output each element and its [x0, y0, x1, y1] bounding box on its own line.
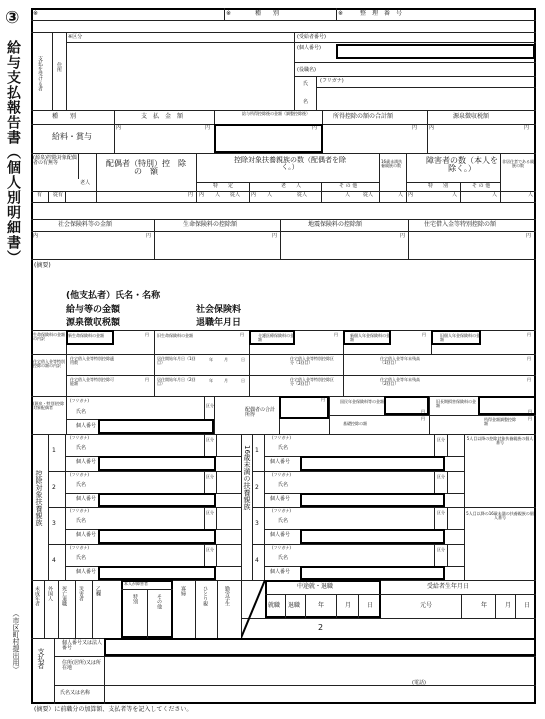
deps-note5b: 5人目以降の16歳未満の扶養親族の個人番号	[466, 511, 534, 520]
life-yen-4: 円	[422, 332, 426, 337]
dep-row-num: 2	[52, 483, 56, 491]
status-tokubetsu: 特別	[132, 594, 138, 604]
u16-no-field[interactable]	[300, 529, 445, 544]
dep-name: 氏名	[76, 445, 87, 451]
dep-kubun: 区分	[206, 546, 214, 552]
u16-personal-no: 個人番号	[270, 495, 291, 502]
life-yen-2: 円	[240, 332, 244, 337]
ins-yen-4: 円	[526, 233, 532, 239]
life-yen-3: 円	[334, 332, 338, 337]
after-field[interactable]	[214, 124, 323, 153]
spouse-label: (源泉・特別)控除対象配偶者	[33, 401, 65, 410]
u16-kubun: 区分	[437, 546, 445, 552]
dep-personal-no: 個人番号	[76, 495, 97, 502]
status-widow: 寡婦	[180, 586, 186, 596]
h-day-1: 日	[241, 357, 245, 362]
remarks-l2a: 給与等の金額	[66, 305, 121, 315]
u16-row-num: 4	[255, 556, 259, 564]
u16-kubun: 区分	[437, 437, 445, 442]
address-label: 住所	[56, 62, 62, 72]
h-month-2: 月	[224, 378, 228, 383]
h-day-2: 日	[241, 378, 245, 383]
dep-jin-6: 人	[492, 192, 498, 198]
dep-personal-no: 個人番号	[76, 532, 97, 538]
h-month-1: 月	[224, 357, 228, 362]
taishoku-label: 退職	[288, 602, 301, 609]
life-yen-5: 円	[527, 332, 531, 337]
col-deduct-total: 所得控除の額の合計額	[333, 113, 394, 120]
self-disabled: 本人が障害者	[124, 581, 148, 586]
spouse-deduct: 配偶者（特別）控 除 の 額	[106, 159, 194, 176]
housing-label: 住宅借入金等特別控除の額の内訳	[33, 359, 65, 368]
col-after: 給与所得控除後の金額（調整控除後）	[242, 111, 310, 116]
spouse-kubun: 区分	[206, 403, 214, 408]
u16-label: 16歳未満の扶養親族	[243, 445, 251, 510]
dep-jin-1: 人	[215, 192, 221, 198]
special-label: 特 別	[428, 183, 449, 189]
furigana-label: (フリガナ)	[320, 78, 344, 84]
col-type: 種 別	[52, 113, 77, 120]
spouse-nat-pension: 国民年金保険料等の金額	[340, 399, 384, 404]
dep-no-field[interactable]	[98, 529, 216, 544]
dep-uchi-3: 内	[408, 192, 414, 198]
ins-yen-3: 円	[400, 233, 406, 239]
remarks-label: (摘要)	[34, 262, 51, 269]
name-label-2: 名	[303, 99, 309, 105]
dep-no-field[interactable]	[98, 456, 216, 471]
housing-bal2: 住宅借入金等年末残高（2回目）	[380, 377, 420, 386]
ins-life: 生命保険料の控除額	[183, 221, 238, 228]
position-label: (役職名)	[297, 67, 316, 73]
circle-number: ③	[5, 8, 20, 28]
status-b_otsu: 乙欄	[95, 586, 101, 596]
payer-addr: 住所(居所)又は所在地	[62, 660, 101, 671]
nonres-label: 非居住者である親族の数	[502, 159, 534, 168]
elder-label: 老人	[80, 180, 91, 186]
h-year-1: 年	[209, 357, 213, 362]
u16-furigana: (フリガナ)	[272, 508, 291, 513]
under16-label: 16歳未満扶養親族の数	[381, 159, 403, 168]
status-death: 死亡退職	[61, 586, 67, 606]
ins-social: 社会保険料等の金額	[58, 221, 113, 228]
u16-no-field[interactable]	[300, 566, 445, 581]
u16-name: 氏名	[278, 481, 289, 488]
col-tax: 源泉徴収税額	[453, 113, 490, 120]
dep-kubun: 区分	[206, 473, 214, 479]
other2-label: そ の 他	[472, 183, 491, 189]
dep-personal-no: 個人番号	[76, 459, 97, 465]
unit-yen-1: 円	[205, 125, 211, 131]
dep-kubun: 区分	[206, 510, 214, 515]
housing-kubun1: 住宅借入金等特別控除区分（1回目）	[290, 356, 334, 365]
housing-possible: 住宅借入金等特別控除可能額	[70, 377, 114, 386]
u16-furigana: (フリガナ)	[272, 435, 291, 440]
ins-housing: 住宅借入金等特別控除の額	[424, 221, 497, 228]
dep-furigana: (フリガナ)	[70, 471, 89, 477]
dep-furigana: (フリガナ)	[70, 508, 89, 513]
dep-row-num: 4	[52, 556, 56, 564]
ins-uchi: 内	[33, 233, 39, 239]
u16-no-field[interactable]	[300, 456, 445, 471]
h-yen-2: 円	[145, 377, 149, 382]
spouse-furigana: (フリガナ)	[70, 398, 89, 403]
slash-mark	[241, 580, 265, 638]
other-label: そ の 他	[339, 183, 358, 189]
dep-jujin-1: 従人	[230, 192, 241, 198]
dep-jin-2: 人	[267, 192, 273, 198]
dep-jin-4: 人	[398, 192, 404, 198]
remarks-l3b: 退職年月日	[196, 318, 242, 328]
b-month-2: 月	[505, 602, 512, 609]
dep-furigana: (フリガナ)	[70, 544, 89, 550]
unit-uchi-1: 内	[116, 125, 122, 131]
u16-no-field[interactable]	[300, 493, 445, 508]
b-day-1: 日	[367, 602, 374, 609]
unit-uchi-2: 内	[429, 125, 435, 131]
specific-label: 特 定	[213, 183, 234, 189]
sp-yen-4: 円	[421, 416, 425, 421]
dep-jujin-3: 従人	[363, 192, 374, 198]
care-label: 介護医療保険料の金額	[258, 333, 294, 342]
spouse-adjust: 所得金額調整控除額	[484, 417, 516, 426]
dep-uchi: 内	[199, 192, 205, 198]
payer-name: 氏名又は名称	[60, 690, 91, 696]
u16-kubun: 区分	[437, 473, 445, 479]
remarks-l2b: 社会保険料	[196, 305, 242, 315]
name-label-1: 氏	[303, 81, 309, 87]
housing-bal1: 住宅借入金等年末残高（1回目）	[380, 356, 420, 365]
dep-no-field[interactable]	[98, 566, 216, 581]
deps-label: 控除対象扶養親族	[35, 470, 43, 526]
b-day-2: 日	[524, 602, 531, 609]
col-amount: 支 払 金 額	[141, 113, 184, 120]
vertical-title: 給与支払報告書（個人別明細書）	[5, 40, 21, 265]
chuto-label: 中途就・退職	[297, 583, 334, 590]
disabled-label: 障害者の数（本人を除く。）	[426, 156, 498, 173]
sp-yen-2: 円	[421, 409, 425, 414]
ins-yen-2: 円	[272, 233, 278, 239]
sp-yen-5: 円	[528, 416, 532, 421]
spouse-name: 氏名	[76, 409, 87, 415]
remarks-l3a: 源泉徴収税額	[66, 318, 121, 328]
sp-yen-1: 円	[321, 397, 325, 402]
status-student: 勤労学生	[224, 586, 230, 606]
dep-no-field[interactable]	[98, 493, 216, 508]
dep-jin-5: 人	[452, 192, 458, 198]
old-pension-label: 旧個人年金保険料の金額	[440, 333, 480, 342]
dep-name: 氏名	[76, 518, 87, 524]
dep-yen: 円	[188, 192, 194, 198]
type-label: 種 別	[255, 10, 280, 17]
personal-no-label: (個人番号)	[297, 45, 321, 51]
u16-furigana: (フリガナ)	[272, 471, 291, 477]
h-yen-3: 円	[527, 377, 531, 382]
shushoku-label: 就職	[268, 602, 281, 609]
mark-2: ※	[226, 10, 232, 17]
payer-tel: (電話)	[412, 680, 426, 686]
status-sonota: その他	[156, 594, 162, 609]
u16-name: 氏名	[278, 554, 289, 561]
u16-row-num: 2	[255, 483, 259, 491]
mark-3: ※	[338, 10, 344, 17]
dep-jin-3: 人	[345, 192, 351, 198]
life-yen-1: 円	[145, 332, 149, 337]
payer-no: 個人番号又は法人番号	[62, 640, 103, 651]
lifeins-label: 生命保険料の金額の内訳	[33, 332, 65, 341]
dep-name: 氏名	[76, 481, 87, 488]
b-year-1: 年	[318, 602, 325, 609]
dep-furigana: (フリガナ)	[70, 435, 89, 440]
dep-row-num: 3	[52, 520, 56, 527]
deps-note5: 5人目以降の控除対象扶養親族の個人番号	[466, 436, 534, 445]
recipient-no-label: (受給者番号)	[297, 34, 326, 40]
dep-personal-no: 個人番号	[76, 568, 97, 575]
footer-note: (摘要）に前職分の加算額、支払者等を記入してください。	[34, 706, 193, 713]
ref-no-label: 整 理 番 号	[360, 10, 403, 17]
status-foreign: 外国人	[47, 586, 53, 601]
u16-row-num: 1	[255, 447, 259, 454]
old-life-label: 旧生命保険料の金額	[157, 333, 193, 338]
u16-personal-no: 個人番号	[270, 568, 291, 575]
bottom-digit: 2	[318, 623, 324, 632]
housing-start1: 居住開始年月日（1回目）	[157, 356, 196, 365]
status-disaster: 災害者	[78, 586, 84, 601]
ins-quake: 地震保険料の控除額	[308, 221, 363, 228]
remarks-l1: (他支払者）氏名・名称	[66, 291, 161, 301]
u16-row-num: 3	[255, 520, 259, 527]
spouse-personal-no: 個人番号	[76, 423, 97, 429]
unit-yen-3: 円	[412, 125, 418, 131]
spouse-no-field[interactable]	[98, 419, 214, 434]
ju-has-label: 従有	[53, 192, 64, 198]
ward-label: ※区分	[68, 34, 83, 40]
spouse-income: 配偶者の合計所得	[245, 407, 276, 418]
birth-label: 受給者生年月日	[427, 583, 470, 590]
payer-label: 支払者	[37, 648, 45, 669]
dep-jujin-2: 従人	[297, 192, 308, 198]
new-life-label: 新生命保険料の金額	[68, 333, 104, 338]
era-label: 元号	[420, 602, 433, 609]
payer-no-field[interactable]	[104, 638, 536, 656]
has-label: 有	[37, 192, 43, 198]
housing-kubun2: 住宅借入金等特別控除区分（2回目）	[290, 377, 334, 386]
dep-row-num: 1	[52, 447, 56, 454]
dep-uchi-2: 内	[251, 192, 257, 198]
u16-name: 氏名	[278, 445, 289, 451]
u16-kubun: 区分	[437, 510, 445, 515]
dep-count: 控除対象扶養親族の数（配偶者を除く。）	[234, 156, 346, 171]
b-year-2: 年	[481, 602, 488, 609]
personal-no-field[interactable]	[336, 44, 535, 59]
ins-yen-1: 円	[146, 233, 152, 239]
status-minor: 未成年者	[34, 586, 40, 606]
u16-name: 氏名	[278, 518, 289, 524]
u16-personal-no: 個人番号	[270, 532, 291, 538]
sp-yen-3: 円	[528, 409, 532, 414]
spouse-flag: (源泉)控除対象配偶者の有無等	[33, 155, 77, 166]
side-note: （市区町村提出用）	[12, 610, 20, 673]
dep-kubun: 区分	[206, 437, 214, 442]
elder2-label: 老 人	[281, 183, 302, 189]
recipient-side-label: 支払を受ける者	[37, 56, 43, 91]
unit-yen-2: 円	[312, 125, 318, 131]
new-pension-label: 新個人年金保険料の金額	[350, 333, 390, 342]
b-month-1: 月	[345, 602, 352, 609]
housing-start2: 居住開始年月日（2回目）	[157, 377, 196, 386]
mark-1: ※	[33, 10, 39, 17]
dep-name: 氏名	[76, 554, 87, 561]
row-type-label: 給料・賞与	[52, 132, 92, 141]
h-year-2: 年	[209, 378, 213, 383]
unit-yen-4: 円	[524, 125, 530, 131]
spouse-base-deduct: 基礎控除の額	[343, 421, 367, 426]
u16-personal-no: 個人番号	[270, 459, 291, 465]
dep-jin-7: 人	[528, 192, 534, 198]
u16-furigana: (フリガナ)	[272, 544, 291, 550]
spouse-old-long: 旧長期損害保険料の金額	[436, 399, 476, 408]
status-single: ひとり親	[202, 586, 208, 606]
h-yen-1: 円	[527, 356, 531, 361]
housing-count: 住宅借入金等特別控除適用数	[70, 356, 114, 365]
